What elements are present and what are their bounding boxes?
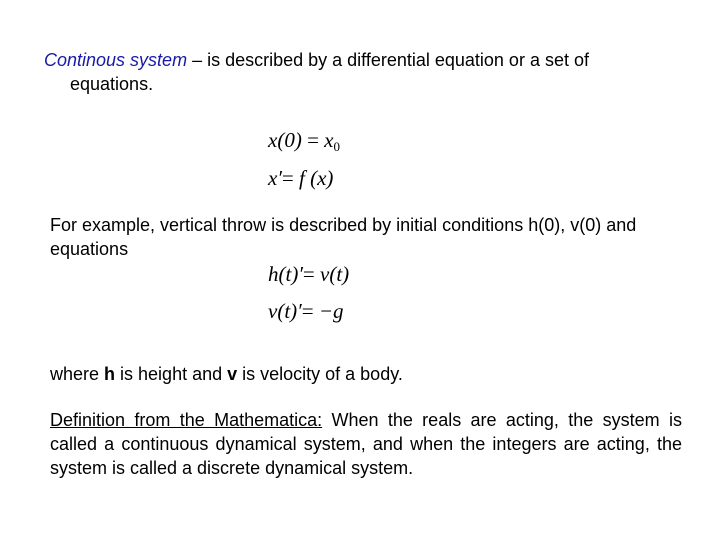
equation-initial-condition (268, 128, 340, 159)
intro-paragraph (44, 48, 684, 96)
eq-equals: = (281, 166, 300, 190)
where-text: is height and (115, 364, 228, 384)
eq-rhs: −g (318, 299, 344, 323)
equation-velocity (268, 299, 344, 323)
eq-equals: = (301, 128, 325, 152)
eq-rhs: f (x) (299, 166, 334, 190)
velocity-symbol: v (227, 364, 238, 384)
intro-text-line2: equations. (70, 74, 154, 94)
eq-rhs-sub: 0 (333, 139, 340, 154)
definition-text: When the reals are acting, the system is called a continuous dynamical system, and when the integers are acting, the system is called a discrete dynamical system. (50, 410, 682, 478)
example-paragraph: For example, vertical throw is described by initial conditions h(0), v(0) and equations (50, 215, 637, 259)
where-paragraph (50, 362, 403, 386)
eq-equals: = (302, 262, 321, 286)
height-symbol: h (104, 364, 116, 384)
eq-lhs: h(t)′ (268, 262, 303, 286)
eq-rhs: v(t) (320, 262, 350, 286)
eq-equals: = (301, 299, 319, 323)
definition-source: Definition from the Mathematica: (50, 410, 323, 430)
eq-lhs: x(0) (268, 128, 302, 152)
eq-lhs: x′ (268, 166, 282, 190)
equation-height (268, 262, 349, 286)
defined-term: Continous system (44, 50, 188, 70)
intro-text-line1: – is described by a differential equation or a set of (187, 50, 589, 70)
where-text: is velocity of a body. (237, 364, 403, 384)
eq-rhs-var: x (324, 128, 334, 152)
eq-lhs: v(t)′ (268, 299, 302, 323)
where-text: where (50, 364, 105, 384)
definition-paragraph (50, 408, 682, 480)
equation-differential (268, 166, 333, 190)
